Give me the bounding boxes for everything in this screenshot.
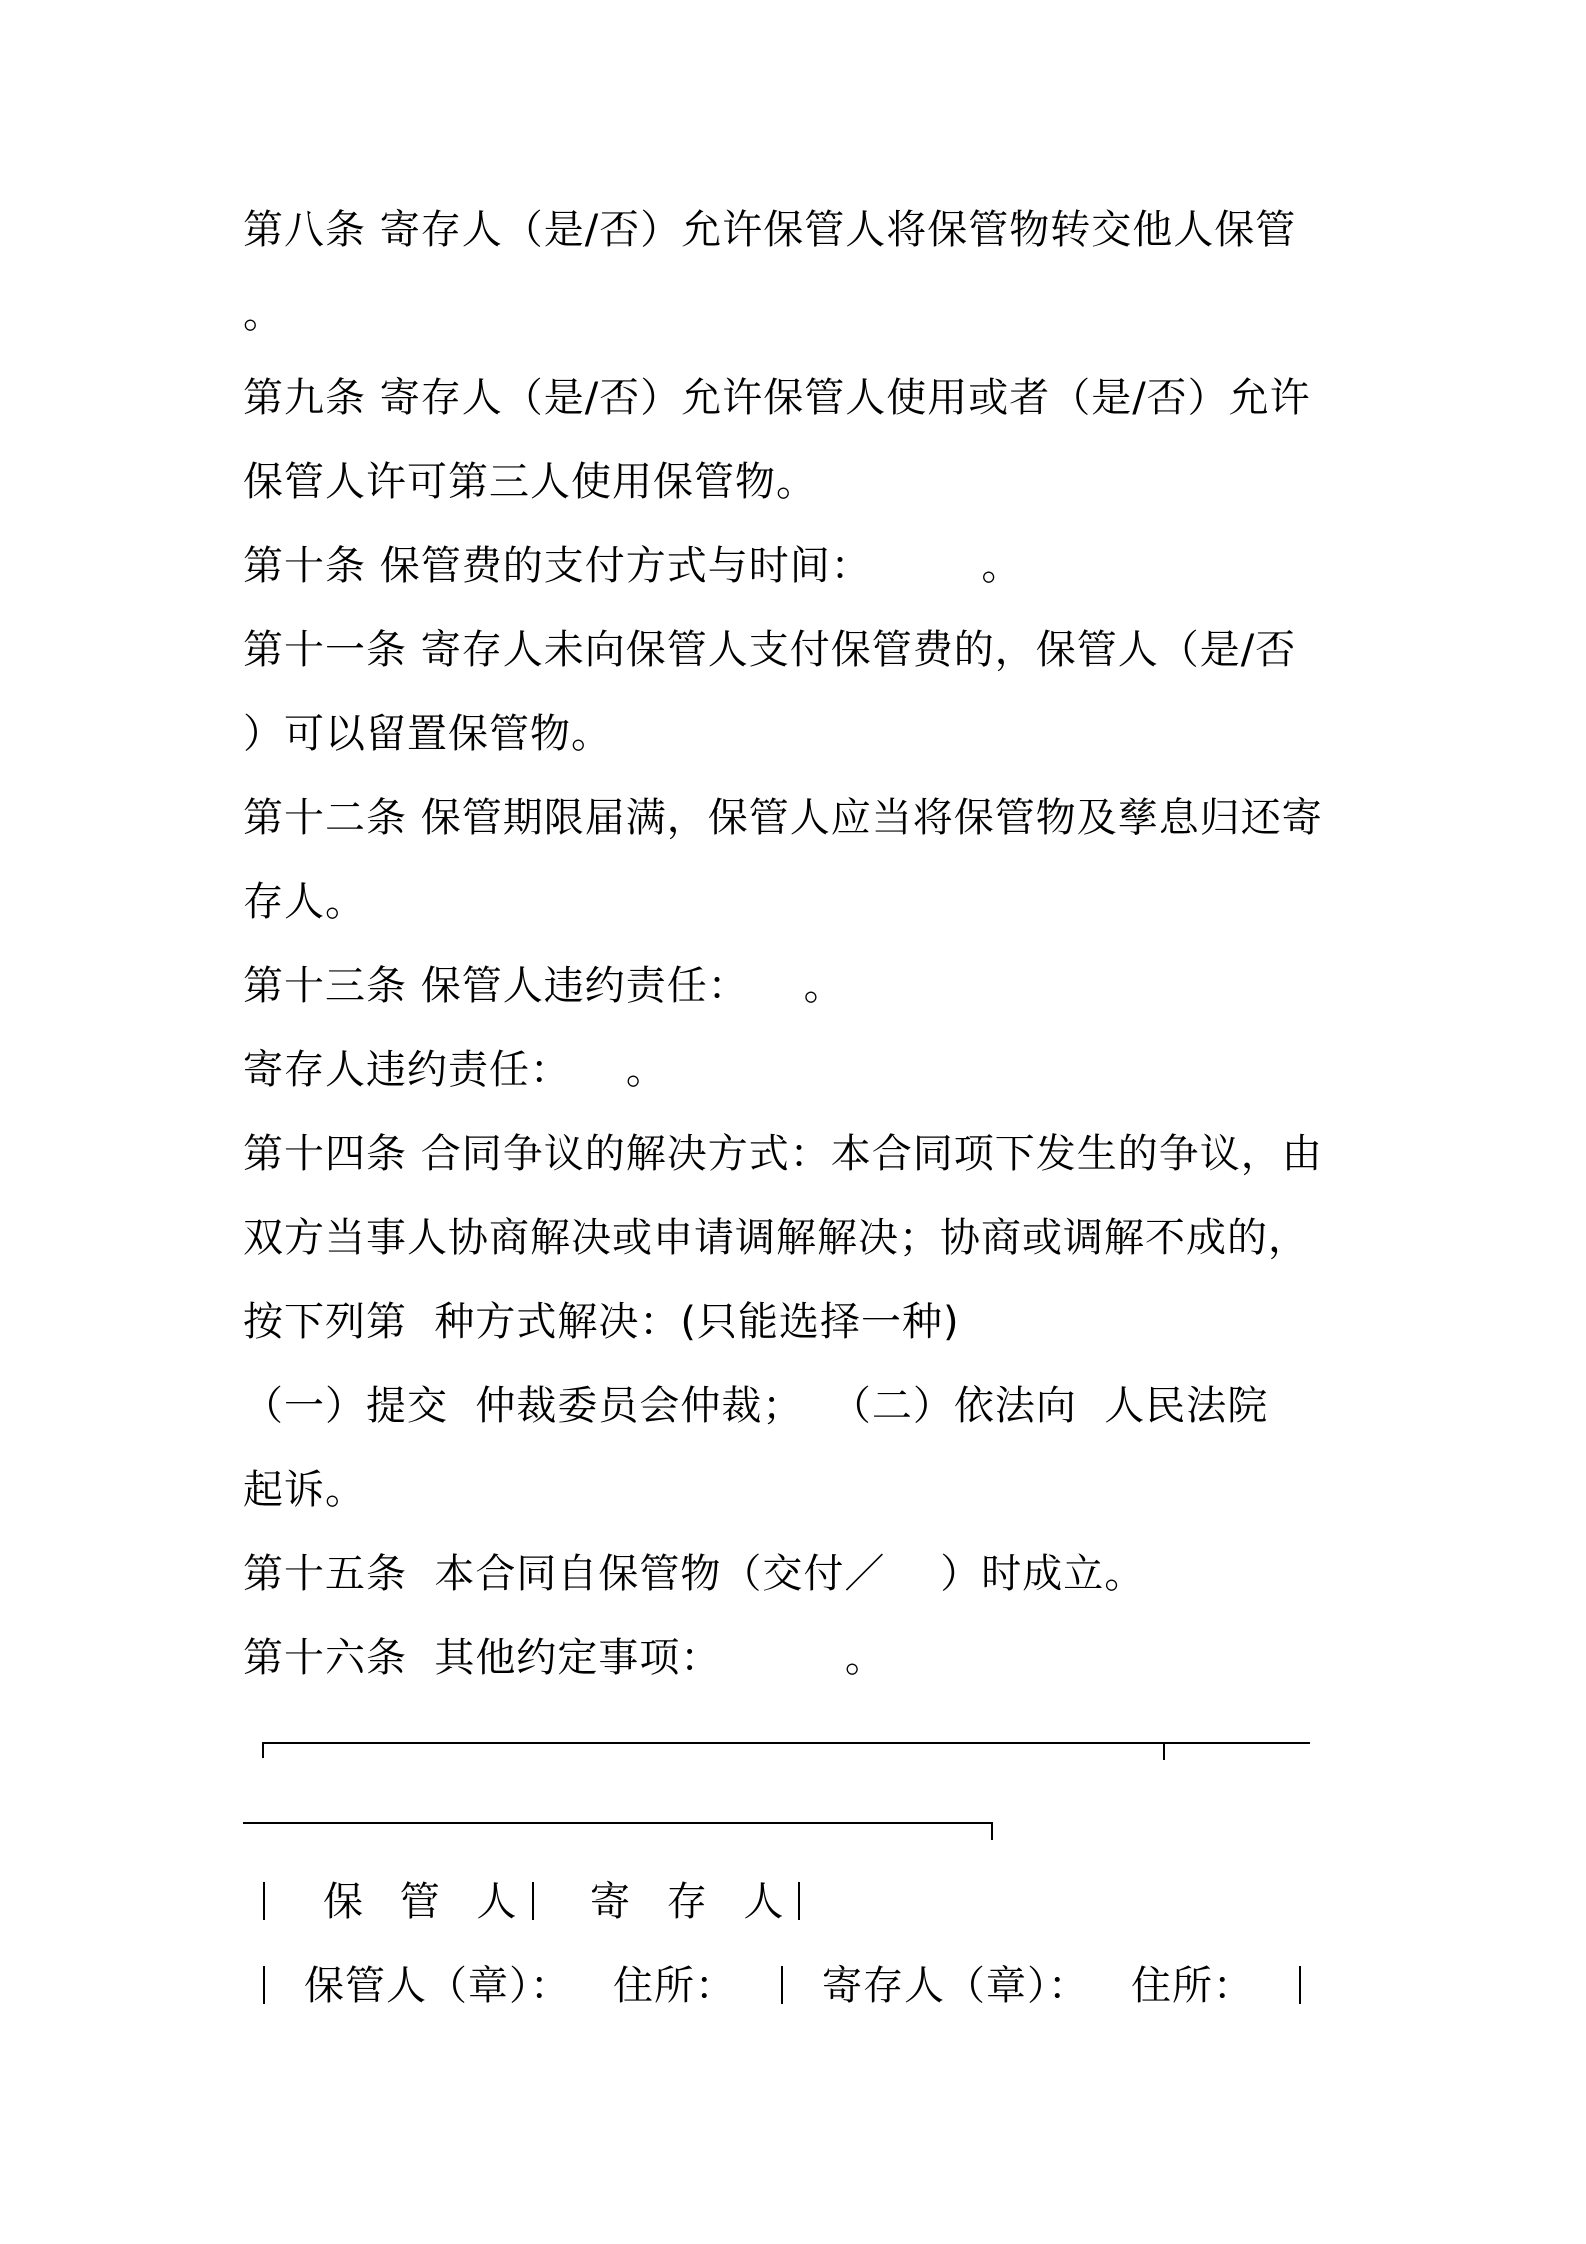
article-11-line-1: 第十一条 寄存人未向保管人支付保管费的，保管人（是/否 [243, 627, 1297, 673]
table-row2-divider [781, 1966, 783, 2004]
article-13-line-2: 寄存人违约责任： 。 [243, 1047, 667, 1093]
table-top-rule [262, 1742, 1310, 1744]
table-row2-left-border [263, 1966, 265, 2004]
article-11-line-2: ）可以留置保管物。 [243, 711, 612, 757]
table-row1-right-border [798, 1882, 800, 1920]
article-12-line-2: 存人。 [243, 879, 366, 925]
custodian-header: 保 管 人 [323, 1879, 529, 1925]
article-9-line-1: 第九条 寄存人（是/否）允许保管人使用或者（是/否）允许 [243, 375, 1311, 421]
table-row1-divider [532, 1882, 534, 1920]
article-10: 第十条 保管费的支付方式与时间： 。 [243, 543, 1023, 589]
article-16: 第十六条 其他约定事项： 。 [243, 1635, 886, 1681]
article-14-line-4: （一）提交 仲裁委员会仲裁； （二）依法向 人民法院 [243, 1383, 1269, 1429]
custodian-seal-label: 保管人（章）： [304, 1963, 571, 2009]
article-14-line-1: 第十四条 合同争议的解决方式：本合同项下发生的争议，由 [243, 1131, 1323, 1177]
depositor-seal-label: 寄存人（章）： [822, 1963, 1089, 2009]
article-8-line-1: 第八条 寄存人（是/否）允许保管人将保管物转交他人保管 [243, 207, 1297, 253]
table-corner-right [991, 1822, 993, 1840]
article-8-line-2: 。 [243, 291, 284, 337]
depositor-address-label: 住所： [1131, 1963, 1254, 2009]
table-row2-right-border [1299, 1966, 1301, 2004]
article-14-line-3: 按下列第 种方式解决：(只能选择一种) [243, 1299, 960, 1345]
article-12-line-1: 第十二条 保管期限届满，保管人应当将保管物及孳息归还寄 [243, 795, 1323, 841]
depositor-header: 寄 存 人 [590, 1879, 796, 1925]
article-14-line-5: 起诉。 [243, 1467, 366, 1513]
custodian-address-label: 住所： [613, 1963, 736, 2009]
table-top-tick [1163, 1742, 1165, 1760]
article-13-line-1: 第十三条 保管人违约责任： 。 [243, 963, 845, 1009]
article-15: 第十五条 本合同自保管物（交付／ ）时成立。 [243, 1551, 1146, 1597]
article-14-line-2: 双方当事人协商解决或申请调解解决；协商或调解不成的， [243, 1215, 1309, 1261]
table-corner-left [262, 1742, 264, 1758]
table-row1-left-border [263, 1882, 265, 1920]
article-9-line-2: 保管人许可第三人使用保管物。 [243, 459, 817, 505]
table-second-rule [243, 1822, 993, 1824]
